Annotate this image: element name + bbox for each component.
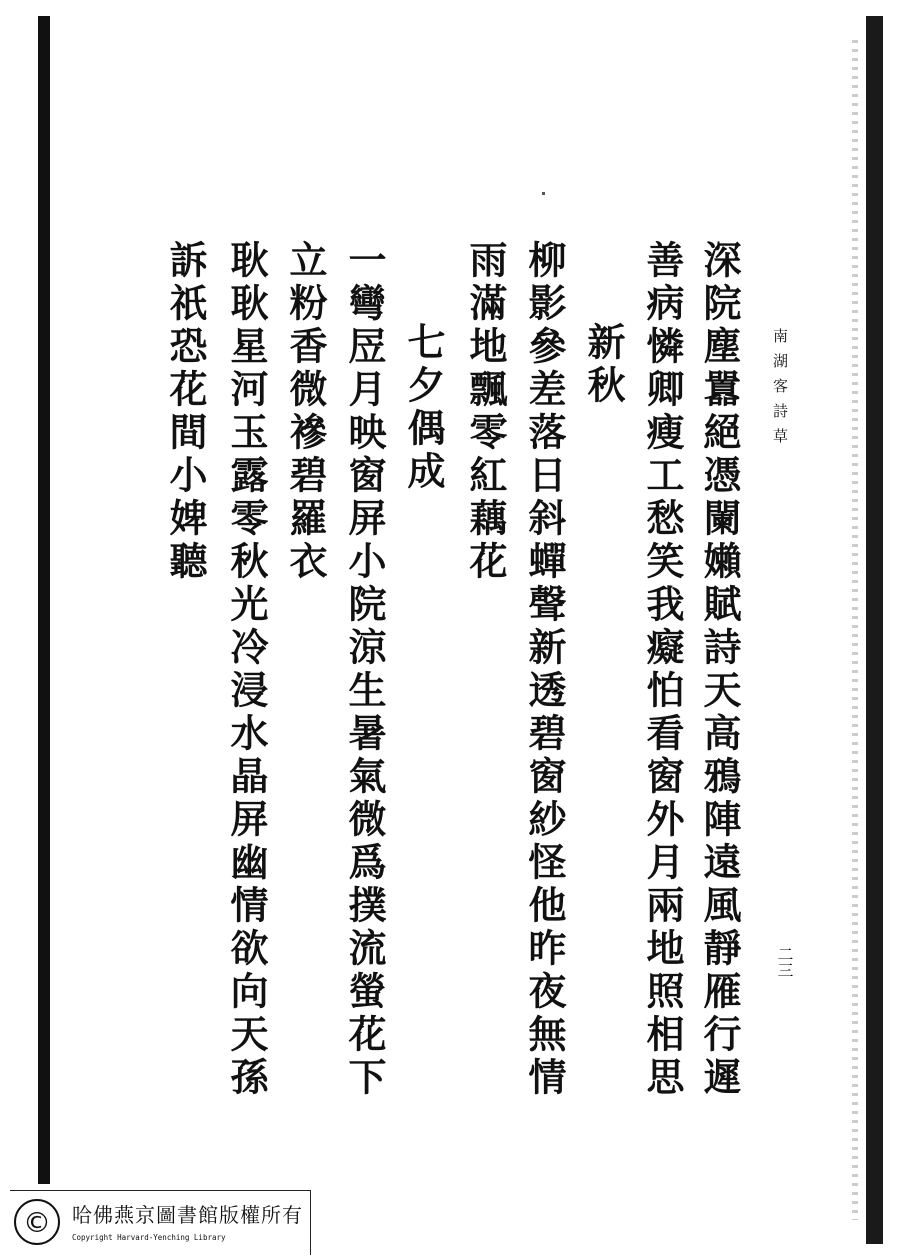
copyright-box: [10, 1190, 311, 1255]
poem-column-8: 訴祇恐花間小婢聽: [163, 240, 208, 584]
page-edge-right: [866, 16, 883, 1244]
poem-column-6: 立粉香微襂碧羅衣: [283, 240, 328, 584]
poem-column-7: 耿耿星河玉露零秋光冷浸水晶屏幽情欲向天孫: [224, 240, 269, 1100]
copyright-text-en: Copyright Harvard-Yenching Library: [72, 1233, 226, 1242]
poem-column-2: 善病憐卿瘦工愁笑我癡怕看窗外月兩地照相思: [640, 240, 685, 1100]
poem-column-5: 一彎㞐月映窗屏小院涼生暑氣微爲撲流螢花下: [342, 240, 387, 1100]
scan-dot: [542, 192, 545, 195]
book-title-header: 南湖客詩草: [771, 328, 789, 453]
poem-title-xinqiu: 新秋: [581, 322, 626, 408]
page-edge-left: [38, 16, 50, 1184]
poem-column-1: 深院塵囂絕憑闌嬾賦詩天高鴉陣遠風靜雁行遲: [697, 240, 742, 1100]
poem-column-3: 柳影參差落日斜蟬聲新透碧窗紗怪他昨夜無情: [522, 240, 567, 1100]
poem-title-qixi: 七夕偶成: [401, 322, 446, 494]
page-number: 二三: [775, 946, 794, 978]
copyright-text-zh: 哈佛燕京圖書館版權所有: [72, 1203, 303, 1227]
copyright-icon: ©: [14, 1199, 60, 1245]
poem-column-4: 雨滿地飄零紅藕花: [463, 240, 508, 584]
scan-edge-noise: [852, 40, 858, 1220]
